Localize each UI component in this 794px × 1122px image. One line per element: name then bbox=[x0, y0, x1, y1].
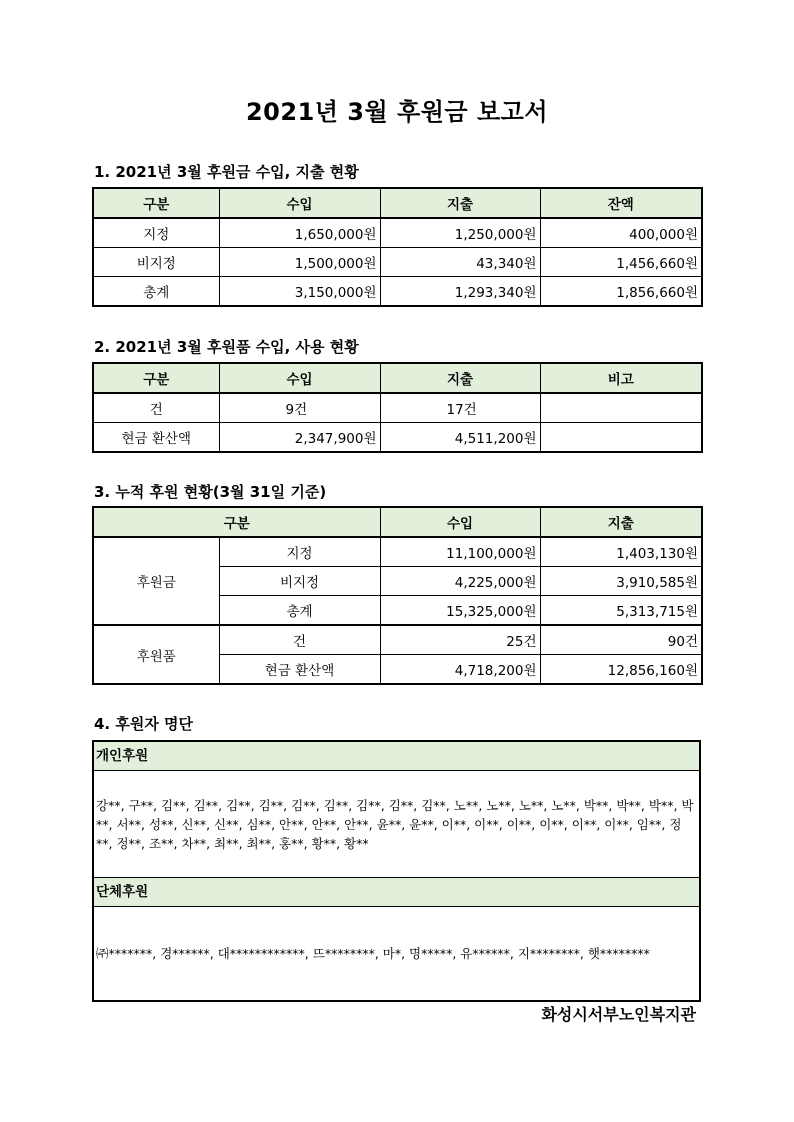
header-cell: 지출 bbox=[380, 188, 540, 218]
row-label: 총계 bbox=[93, 277, 219, 307]
expense-cell: 5,313,715원 bbox=[540, 596, 702, 626]
group-donor-header: 단체후원 bbox=[94, 877, 699, 907]
row-label: 총계 bbox=[219, 596, 380, 626]
table-row bbox=[93, 423, 702, 453]
table-row bbox=[93, 625, 702, 655]
table-header-row bbox=[93, 188, 702, 218]
income-cell: 1,650,000원 bbox=[219, 218, 380, 248]
income-cell: 9건 bbox=[219, 393, 380, 423]
header-cell: 수입 bbox=[219, 363, 380, 393]
header-cell: 구분 bbox=[93, 363, 219, 393]
income-cell: 1,500,000원 bbox=[219, 248, 380, 277]
expense-cell: 43,340원 bbox=[380, 248, 540, 277]
header-cell: 지출 bbox=[540, 507, 702, 537]
individual-donor-area bbox=[94, 771, 699, 877]
expense-cell: 1,250,000원 bbox=[380, 218, 540, 248]
header-cell: 구분 bbox=[93, 188, 219, 218]
row-label: 현금 환산액 bbox=[219, 655, 380, 685]
income-cell: 25건 bbox=[380, 625, 540, 655]
group-donor-names: ㈜*******, 경******, 대************, 뜨********, 마*, 명*****, 유******, 지********, 햇******** bbox=[96, 946, 650, 961]
individual-donor-header: 개인후원 bbox=[94, 742, 699, 771]
header-cell: 수입 bbox=[219, 188, 380, 218]
row-label: 현금 환산액 bbox=[93, 423, 219, 453]
income-cell: 2,347,900원 bbox=[219, 423, 380, 453]
expense-cell: 17건 bbox=[380, 393, 540, 423]
header-cell: 비고 bbox=[540, 363, 702, 393]
expense-cell: 90건 bbox=[540, 625, 702, 655]
table-row bbox=[93, 218, 702, 248]
expense-cell: 4,511,200원 bbox=[380, 423, 540, 453]
header-cell: 구분 bbox=[93, 507, 380, 537]
table-header-row bbox=[93, 507, 702, 537]
table-row bbox=[93, 537, 702, 567]
organization-name: 화성시서부노인복지관 bbox=[541, 1005, 696, 1024]
income-cell: 11,100,000원 bbox=[380, 537, 540, 567]
section4-title: 4. 후원자 명단 bbox=[94, 715, 194, 733]
expense-cell: 12,856,160원 bbox=[540, 655, 702, 685]
table-row bbox=[93, 393, 702, 423]
row-label: 건 bbox=[219, 625, 380, 655]
income-cell: 4,225,000원 bbox=[380, 567, 540, 596]
row-label: 비지정 bbox=[219, 567, 380, 596]
table-row bbox=[93, 277, 702, 307]
group-donor-area bbox=[94, 907, 699, 999]
balance-cell: 1,856,660원 bbox=[540, 277, 702, 307]
table-header-row bbox=[93, 363, 702, 393]
expense-cell: 1,403,130원 bbox=[540, 537, 702, 567]
individual-donor-names: 강**, 구**, 김**, 김**, 김**, 김**, 김**, 김**, 김**, 김**, 김**, 노**, 노**, 노**, 노**, 박**, 박**, 박**, 박**, 서**, 성**, 신**, 신**, 심**, 안**, 안**, 안**, 윤**, 윤**, 이**, 이**, 이**, 이**, 이**, 이**, 임**, 정**, 정**, 조**, 차**, 최**, 최**, 홍**, 황**, 황** bbox=[96, 797, 694, 851]
section3-table bbox=[92, 506, 703, 685]
row-label: 비지정 bbox=[93, 248, 219, 277]
income-cell: 15,325,000원 bbox=[380, 596, 540, 626]
table-row bbox=[93, 248, 702, 277]
donor-list-box bbox=[92, 740, 701, 1002]
note-cell bbox=[540, 423, 702, 453]
section1-table bbox=[92, 187, 703, 307]
row-label: 건 bbox=[93, 393, 219, 423]
note-cell bbox=[540, 393, 702, 423]
header-cell: 수입 bbox=[380, 507, 540, 537]
balance-cell: 1,456,660원 bbox=[540, 248, 702, 277]
row-label: 지정 bbox=[93, 218, 219, 248]
row-label: 지정 bbox=[219, 537, 380, 567]
group-label: 후원금 bbox=[93, 537, 219, 625]
expense-cell: 1,293,340원 bbox=[380, 277, 540, 307]
section2-table bbox=[92, 362, 703, 453]
expense-cell: 3,910,585원 bbox=[540, 567, 702, 596]
section3-title: 3. 누적 후원 현황(3월 31일 기준) bbox=[94, 483, 327, 501]
income-cell: 3,150,000원 bbox=[219, 277, 380, 307]
balance-cell: 400,000원 bbox=[540, 218, 702, 248]
section1-title: 1. 2021년 3월 후원금 수입, 지출 현황 bbox=[94, 163, 359, 181]
header-cell: 잔액 bbox=[540, 188, 702, 218]
header-cell: 지출 bbox=[380, 363, 540, 393]
group-label: 후원품 bbox=[93, 625, 219, 684]
income-cell: 4,718,200원 bbox=[380, 655, 540, 685]
report-title: 2021년 3월 후원금 보고서 bbox=[245, 98, 549, 126]
section2-title: 2. 2021년 3월 후원품 수입, 사용 현황 bbox=[94, 338, 359, 356]
